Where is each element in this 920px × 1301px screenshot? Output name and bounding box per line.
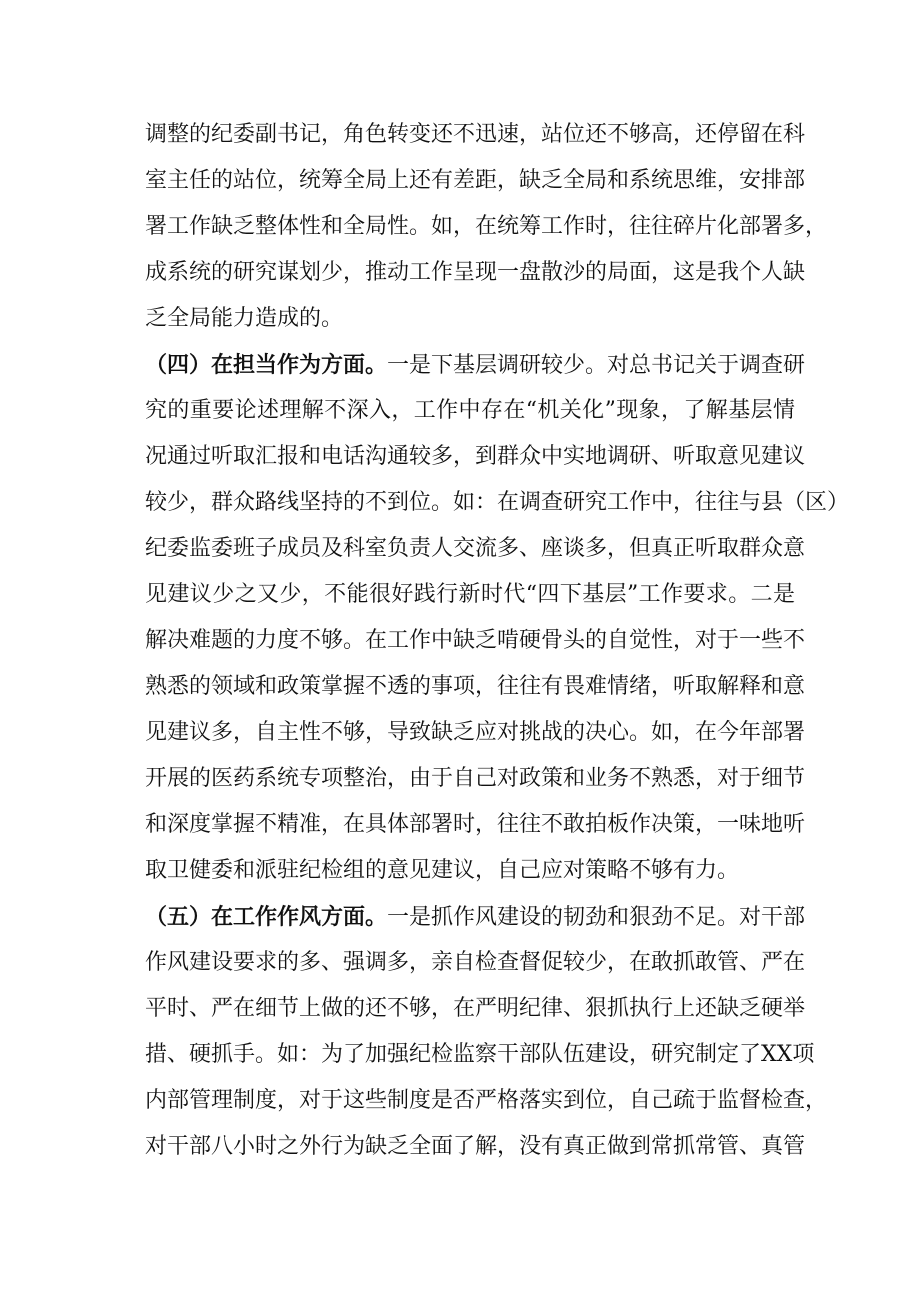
text-line: 和深度掌握不精准，在具体部署时，往往不敢拍板作决策，一味地听: [145, 812, 806, 837]
text-line: 措、硬抓手。如：为了加强纪检监察干部队伍建设，研究制定了XX项: [145, 1042, 815, 1067]
text-line: 见建议多，自主性不够，导致缺乏应对挑战的决心。如，在今年部署: [145, 720, 806, 745]
text-line: 内部管理制度，对于这些制度是否严格落实到位，自己疏于监督检查，: [145, 1088, 828, 1113]
text-span: 一是抓作风建设的韧劲和狠劲不足。对干部: [387, 905, 806, 930]
section-heading: （五）在工作作风方面。: [145, 904, 388, 930]
text-line: 成系统的研究谋划少，推动工作呈现一盘散沙的局面，这是我个人缺: [145, 260, 806, 285]
section-heading: （四）在担当作为方面。: [145, 352, 388, 378]
text-line: 室主任的站位，统筹全局上还有差距，缺乏全局和系统思维，安排部: [145, 168, 806, 193]
text-line: 开展的医药系统专项整治，由于自己对政策和业务不熟悉，对于细节: [145, 766, 806, 791]
text-line: 况通过听取汇报和电话沟通较多，到群众中实地调研、听取意见建议: [145, 444, 806, 469]
text-line: 署工作缺乏整体性和全局性。如，在统筹工作时，往往碎片化部署多，: [145, 214, 828, 239]
paragraph-first-line: [145, 902, 806, 932]
text-line: 纪委监委班子成员及科室负责人交流多、座谈多，但真正听取群众意: [145, 536, 806, 561]
text-line: 乏全局能力造成的。: [145, 306, 344, 331]
text-line: 平时、严在细节上做的还不够，在严明纪律、狠抓执行上还缺乏硬举: [145, 996, 806, 1021]
text-span: 一是下基层调研较少。对总书记关于调查研: [387, 353, 806, 378]
text-line: 取卫健委和派驻纪检组的意见建议，自己应对策略不够有力。: [145, 858, 740, 883]
text-line: 对干部八小时之外行为缺乏全面了解，没有真正做到常抓常管、真管: [145, 1134, 806, 1159]
text-line: 较少，群众路线坚持的不到位。如：在调查研究工作中，往往与县（区）: [145, 490, 850, 515]
text-line: 究的重要论述理解不深入，工作中存在“机关化”现象，了解基层情: [145, 398, 795, 423]
paragraph-first-line: [145, 350, 806, 380]
text-line: 见建议少之又少，不能很好践行新时代“四下基层”工作要求。二是: [145, 582, 795, 607]
text-line: 作风建设要求的多、强调多，亲自检查督促较少，在敢抓敢管、严在: [145, 950, 806, 975]
text-line: 调整的纪委副书记，角色转变还不迅速，站位还不够高，还停留在科: [145, 122, 806, 147]
text-line: 熟悉的领域和政策掌握不透的事项，往往有畏难情绪，听取解释和意: [145, 674, 806, 699]
text-line: 解决难题的力度不够。在工作中缺乏啃硬骨头的自觉性，对于一些不: [145, 628, 806, 653]
